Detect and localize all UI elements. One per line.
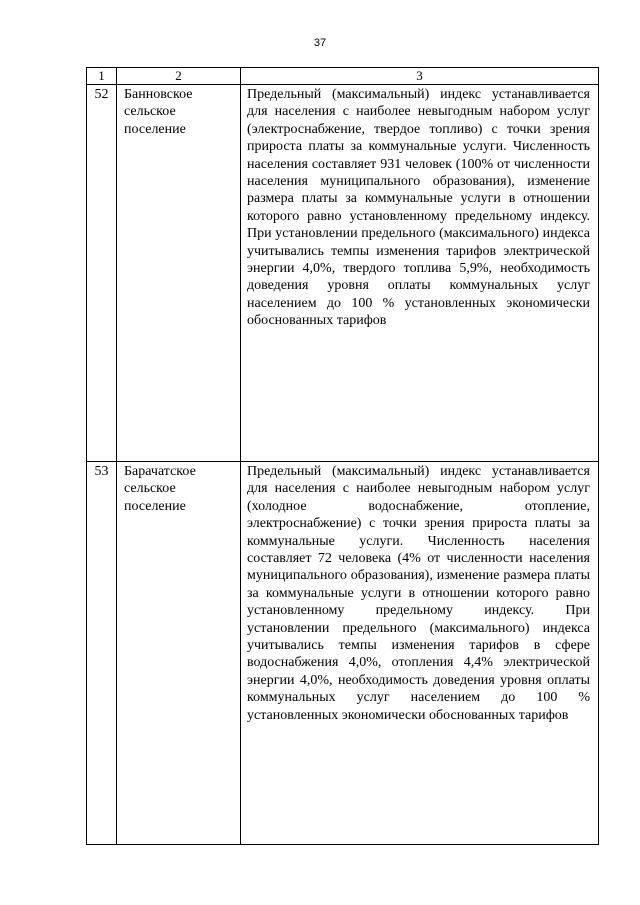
row-number: 53: [87, 462, 117, 845]
row-number: 52: [87, 85, 117, 462]
settlement-name: Банновское сельское поселение: [117, 85, 241, 462]
settlement-name: Барачатское сельское поселение: [117, 462, 241, 845]
column-header-2: 2: [117, 68, 241, 85]
index-description: Предельный (максимальный) индекс устанавливается для населения с наиболее невыгодным набором услуг (холодное водоснабжение, отопление, электроснабжение) с точки зрения прироста платы за коммунальные услуги. Численность населения составляет 72 человека (4% от численности населения муниципального образования), изменение размера платы за коммунальные услуги в отношении которого равно установленному предельному индексу. При установлении предельного (максимального) индекса учитывались темпы изменения тарифов в сфере водоснабжения 4,0%, отопления 4,4% электрической энергии 4,0%, необходимость доведения уровня оплаты коммунальных услуг населением до 100 % установленных экономически обоснованных тарифов: [241, 462, 599, 845]
column-header-1: 1: [87, 68, 117, 85]
index-description: Предельный (максимальный) индекс устанавливается для населения с наиболее невыгодным набором услуг (электроснабжение, твердое топливо) с точки зрения прироста платы за коммунальные услуги. Численность населения составляет 931 человек (100% от численности населения муниципального образования), изменение размера платы за коммунальные услуги в отношении которого равно установленному предельному индексу. При установлении предельного (максимального) индекса учитывались темпы изменения тарифов электрической энергии 4,0%, твердого топлива 5,9%, необходимость доведения уровня оплаты коммунальных услуг населением до 100 % установленных экономически обоснованных тарифов: [241, 85, 599, 462]
table-header-row: [87, 68, 599, 85]
column-header-3: 3: [241, 68, 599, 85]
municipal-index-table: [86, 67, 599, 845]
page-number: 37: [313, 37, 327, 49]
table-row: [87, 462, 599, 845]
table-row: [87, 85, 599, 462]
